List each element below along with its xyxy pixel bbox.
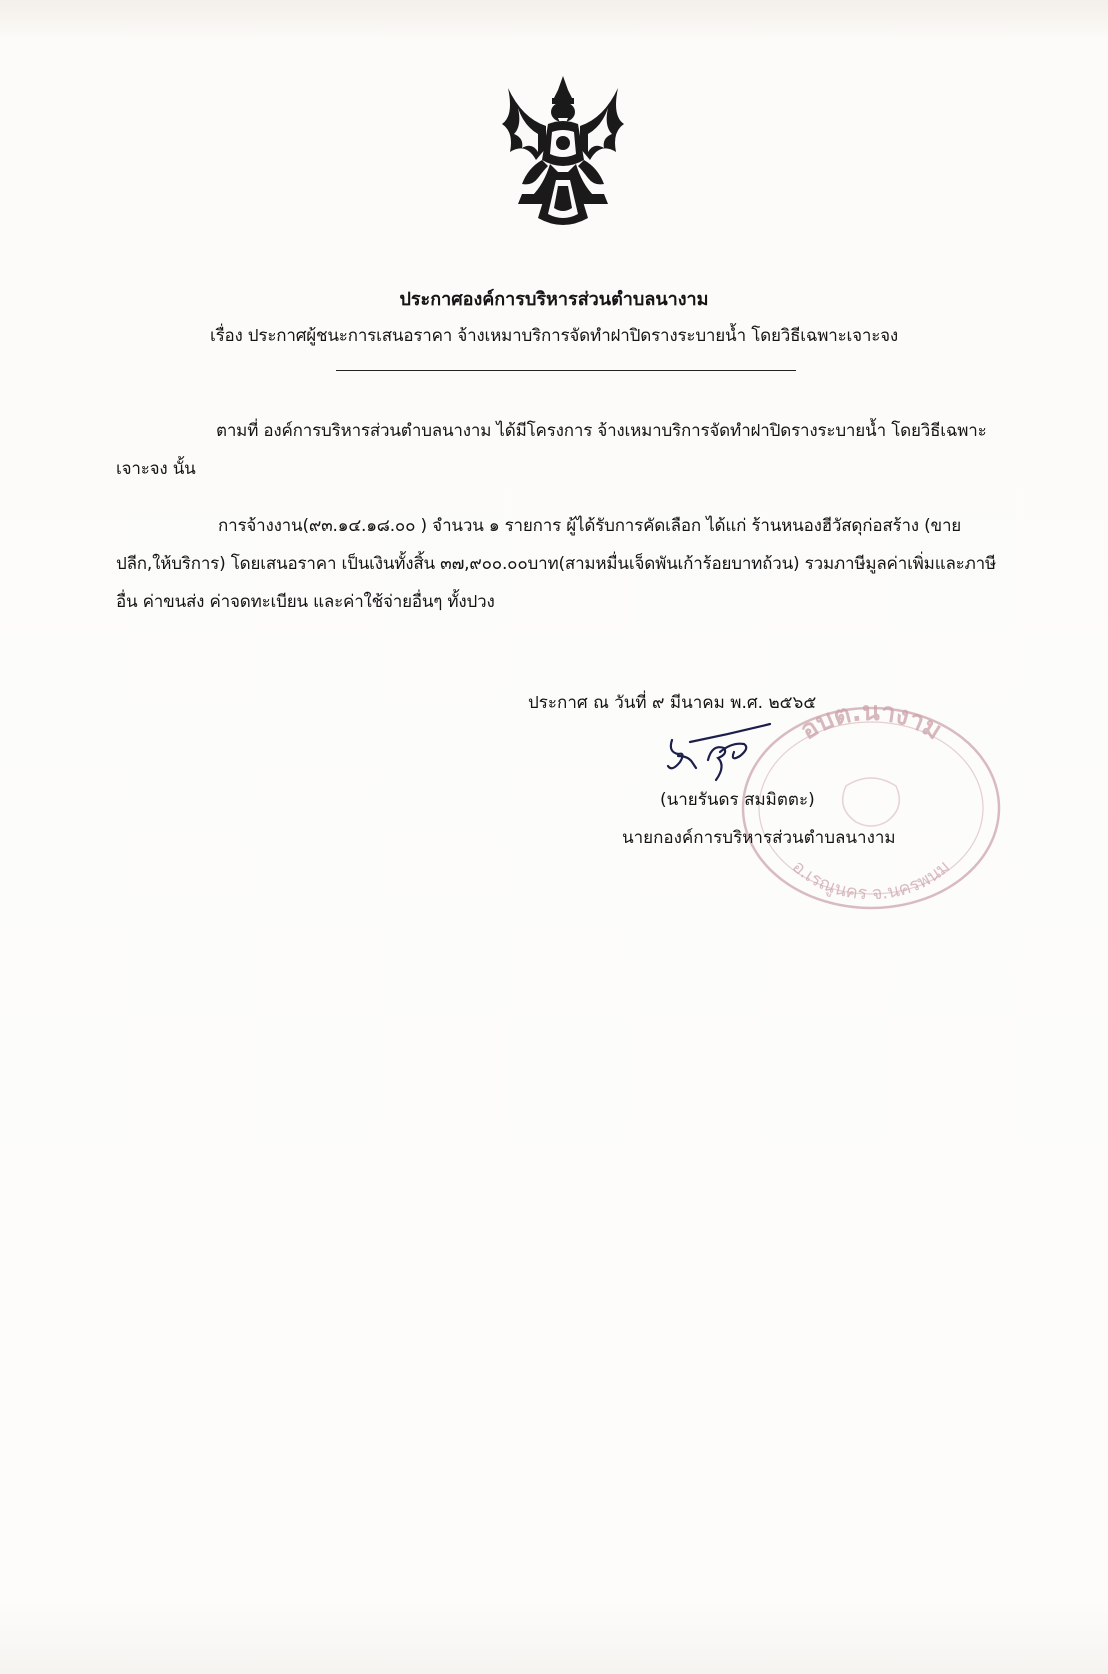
announcement-subject: เรื่อง ประกาศผู้ชนะการเสนอราคา จ้างเหมาบริการจัดทำฝาปิดรางระบายน้ำ โดยวิธีเฉพาะเจาะจง [209, 326, 899, 346]
announcement-title: ประกาศองค์การบริหารส่วนตำบลนางาม [399, 289, 709, 310]
announcement-date: ประกาศ ณ วันที่ ๙ มีนาคม พ.ศ. ๒๕๖๕ [528, 693, 817, 713]
paragraph-intro [116, 412, 1006, 488]
handwritten-signature-icon [620, 722, 790, 792]
signer-name: (นายรันดร สมมิตตะ) [660, 790, 815, 810]
stamp-text-top: อบต.นางาม [794, 696, 947, 747]
garuda-emblem-icon [492, 68, 634, 238]
paragraph-intro-text: ตามที่ องค์การบริหารส่วนตำบลนางาม ได้มีโครงการ จ้างเหมาบริการจัดทำฝาปิดรางระบายน้ำ โดยวิธีเฉพาะเจาะจง นั้น [116, 421, 987, 479]
paragraph-award [116, 507, 1006, 621]
signer-position: นายกองค์การบริหารส่วนตำบลนางาม [622, 828, 896, 848]
stamp-text-bottom: อ.เรณูนคร จ.นครพนม [787, 856, 955, 905]
title-divider [336, 370, 796, 371]
svg-text:อบต.นางาม [795, 697, 947, 746]
paragraph-award-text: การจ้างงาน(๙๓.๑๔.๑๘.๐๐ ) จำนวน ๑ รายการ ผู้ได้รับการคัดเลือก ได้แก่ ร้านหนองฮีวัสดุก่อสร้าง (ขายปลีก,ให้บริการ) โดยเสนอราคา เป็นเงินทั้งสิ้น ๓๗,๙๐๐.๐๐บาท(สามหมื่นเจ็ดพันเก้าร้อยบาทถ้วน) รวมภาษีมูลค่าเพิ่มและภาษีอื่น ค่าขนส่ง ค่าจดทะเบียน และค่าใช้จ่ายอื่นๆ ทั้งปวง [116, 516, 996, 612]
